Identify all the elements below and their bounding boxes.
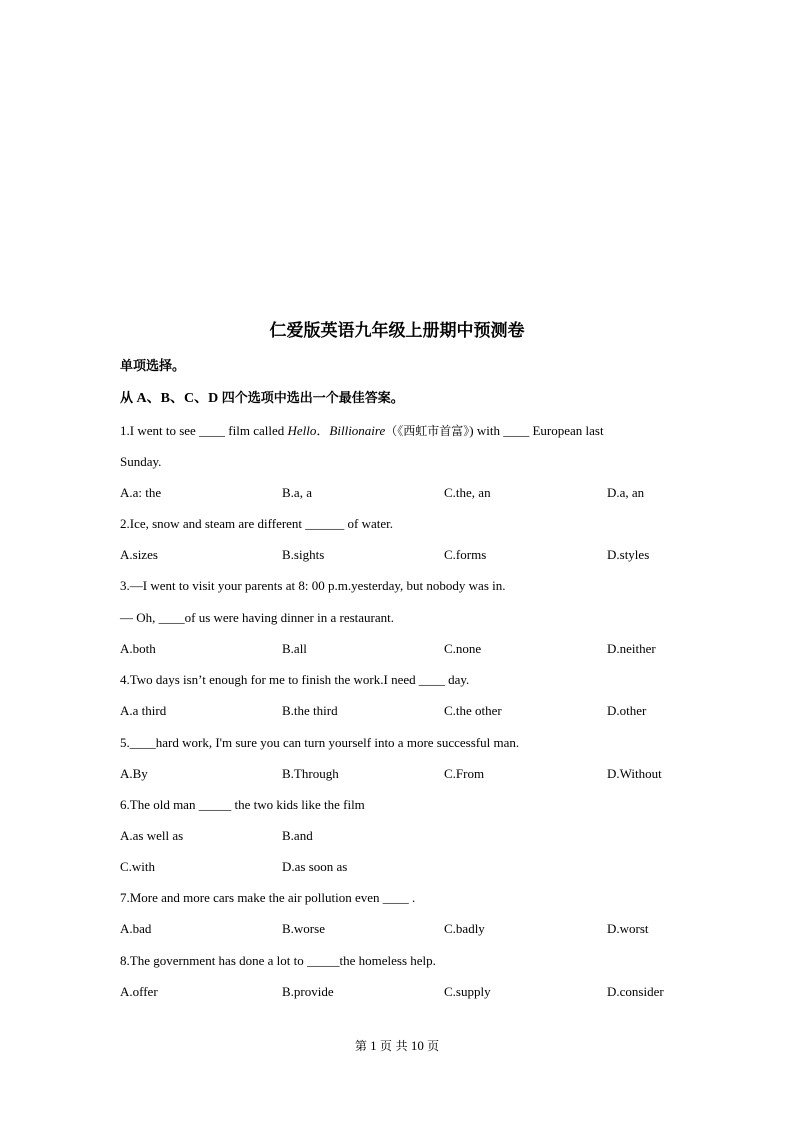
page-title: 仁爱版英语九年级上册期中预测卷 [269,321,525,341]
question-1-stem: 1.I went to see ____ film called Hello．Billionaire（《西虹市首富》) with ____ European last [120,423,604,438]
instruction-suffix: 四个选项中选出一个最佳答案。 [221,391,404,406]
option-a: A.sizes [120,547,158,562]
section-instruction [120,389,404,409]
current-page-number: 1 [370,1038,377,1053]
option-d: D.other [607,703,647,718]
option-b: B.a, a [282,485,312,500]
option-c: C.none [444,641,482,656]
option-d: D.Without [607,766,662,781]
question-7-options [120,919,720,939]
option-c: C.From [444,766,485,781]
option-c: C.supply [444,984,491,999]
question-3-stem: 3.—I went to visit your parents at 8: 00 p.m.yesterday, but nobody was in. [120,578,506,593]
option-d: D.styles [607,547,650,562]
option-a: A.a: the [120,485,162,500]
question-6-options-row-2 [120,857,720,877]
section-heading: 单项选择。 [120,359,186,374]
question-6-options-row-1 [120,826,720,846]
option-b: B.provide [282,984,334,999]
option-a: A.a third [120,703,167,718]
question-1-options [120,483,720,503]
question-3-stem-continued: — Oh, ____of us were having dinner in a restaurant. [120,610,395,625]
option-c: C.badly [444,921,485,936]
question-2-stem: 2.Ice, snow and steam are different ______ of water. [120,516,394,531]
question-5-options [120,764,720,784]
option-b: B.and [282,828,313,843]
question-4-stem: 4.Two days isn’t enough for me to finish the work.I need ____ day. [120,672,470,687]
instruction-prefix: 从 [120,391,134,406]
page-footer: 第 1 页 共 10 页 [354,1038,440,1053]
option-a: A.both [120,641,156,656]
question-7-stem: 7.More and more cars make the air pollution even ____ . [120,890,416,905]
option-a: A.as well as [120,828,184,843]
option-c: C.the other [444,703,502,718]
option-d: D.consider [607,984,664,999]
option-a: A.By [120,766,148,781]
total-page-count: 10 [410,1038,424,1053]
question-5-stem: 5.____hard work, I'm sure you can turn yourself into a more successful man. [120,735,520,750]
option-b: B.worse [282,921,325,936]
option-b: B.Through [282,766,339,781]
option-a: A.offer [120,984,158,999]
question-3-options [120,639,720,659]
option-d: D.worst [607,921,649,936]
question-4-options [120,701,720,721]
option-a: A.bad [120,921,152,936]
option-b: B.sights [282,547,325,562]
question-6-stem: 6.The old man _____ the two kids like the film [120,797,365,812]
option-d: D.a, an [607,485,645,500]
option-b: B.all [282,641,307,656]
question-2-options [120,545,720,565]
question-8-options [120,982,720,1002]
question-1-stem-continued: Sunday. [120,454,162,469]
option-d: D.neither [607,641,656,656]
option-c: C.with [120,859,156,874]
question-8-stem: 8.The government has done a lot to _____the homeless help. [120,953,436,968]
option-c: C.forms [444,547,487,562]
option-d: D.as soon as [282,859,348,874]
option-c: C.the, an [444,485,491,500]
instruction-letters: A、B、C、D [133,391,222,406]
option-b: B.the third [282,703,338,718]
